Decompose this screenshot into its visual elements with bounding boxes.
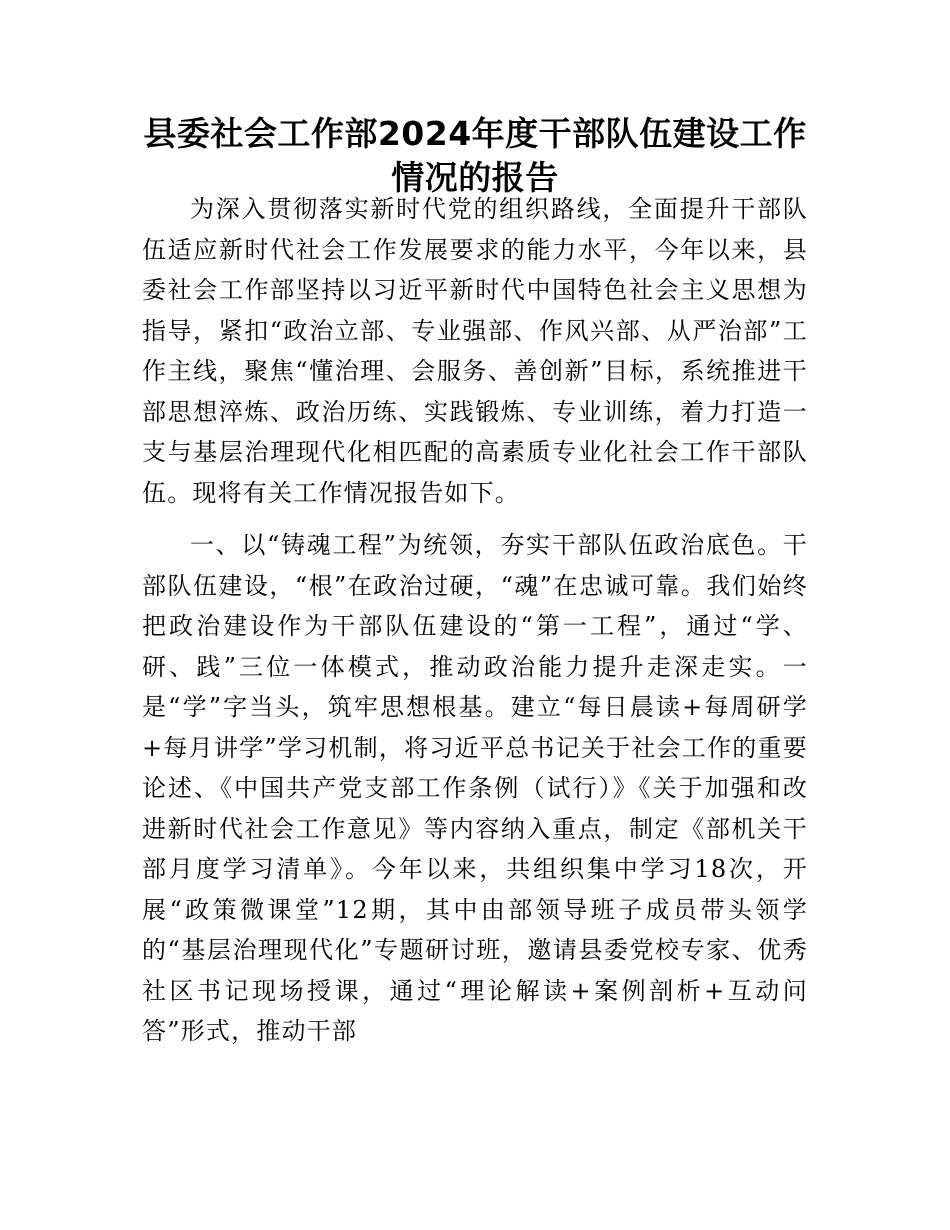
intro-paragraph: 为深入贯彻落实新时代党的组织路线，全面提升干部队伍适应新时代社会工作发展要求的能力水平，今年以来，县委社会工作部坚持以习近平新时代中国特色社会主义思想为指导，紧扣“政治立部、专业强部、作风兴部、从严治部”工作主线，聚焦“懂治理、会服务、善创新”目标，系统推进干部思想淬炼、政治历练、实践锻炼、专业训练，着力打造一支与基层治理现代化相匹配的高素质专业化社会工作干部队伍。现将有关工作情况报告如下。 [142, 195, 808, 507]
section-one-paragraph: 一、以“铸魂工程”为统领，夯实干部队伍政治底色。干部队伍建设，“根”在政治过硬，“魂”在忠诚可靠。我们始终把政治建设作为干部队伍建设的“第一工程”，通过“学、研、践”三位一体模式，推动政治能力提升走深走实。一是“学”字当头，筑牢思想根基。建立“每日晨读+每周研学+每月讲学”学习机制，将习近平总书记关于社会工作的重要论述、《中国共产党支部工作条例（试行）》《关于加强和改进新时代社会工作意见》等内容纳入重点，制定《部机关干部月度学习清单》。今年以来，共组织集中学习18次，开展“政策微课堂”12期，其中由部领导班子成员带头领学的“基层治理现代化”专题研讨班，邀请县委党校专家、优秀社区书记现场授课，通过“理论解读+案例剖析+互动问答”形式，推动干部 [142, 531, 808, 1045]
document-title: 县委社会工作部2024年度干部队伍建设工作情况的报告 [143, 114, 807, 197]
document-body [142, 189, 808, 1052]
